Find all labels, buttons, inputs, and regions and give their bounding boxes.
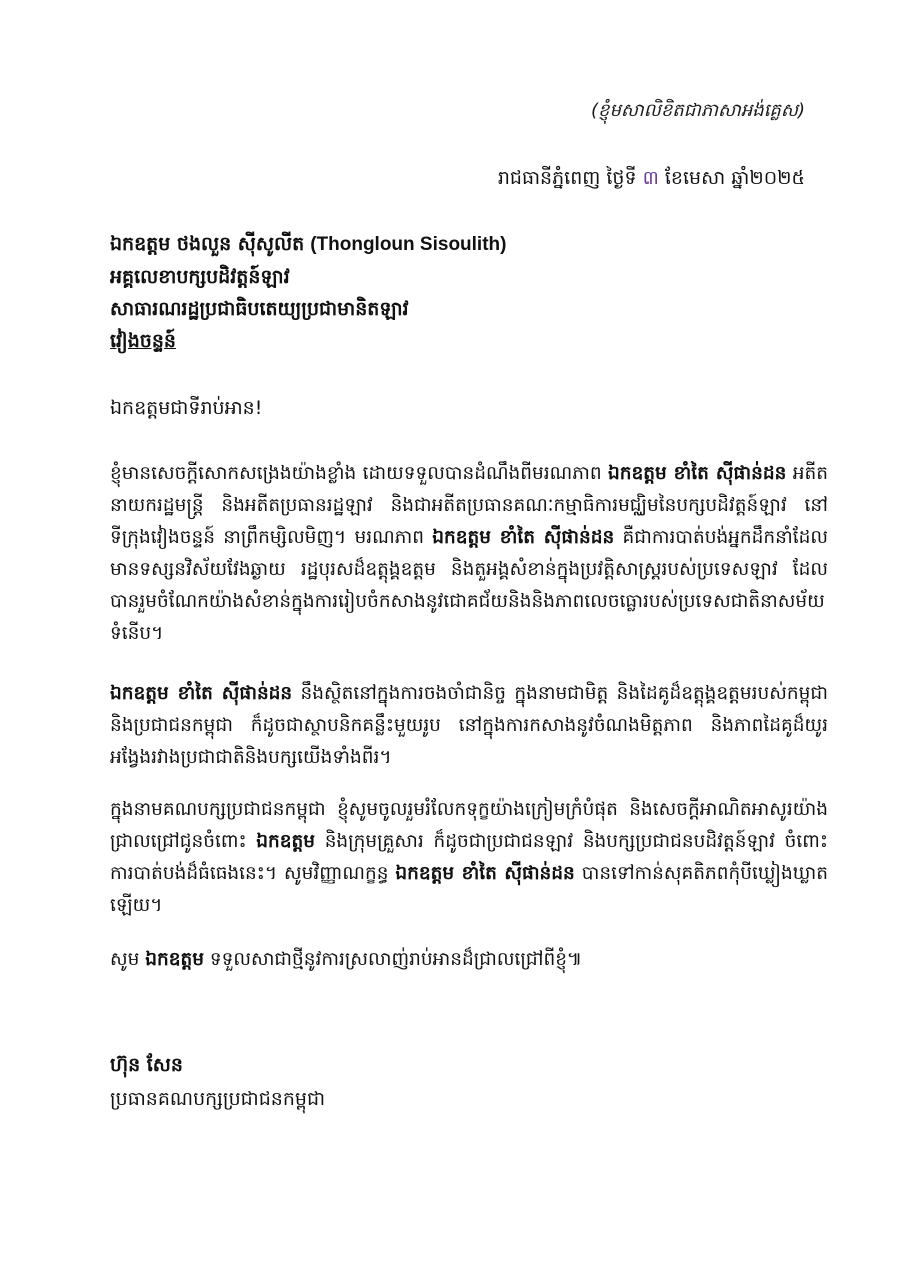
paragraph-1-text-a: ខ្ញុំមានសេចក្តីសោកសង្រេងយ៉ាងខ្លាំង ដោយទទួលបានដំណឹងពីមរណភាព [110, 463, 608, 484]
paragraph-1-name-a: ឯកឧត្តម ខាំតៃ ស៊ីផាន់ដន [608, 463, 787, 484]
recipient-name-line [110, 228, 810, 261]
recipient-city: វៀងចន្ទន៍ [110, 330, 176, 352]
recipient-name-khmer: ឯកឧត្តម ថងលួន ស៊ីសូលីត [110, 233, 305, 255]
dateline-prefix: រាជធានីភ្នំពេញ ថ្ងៃទី [497, 167, 637, 189]
paragraph-2 [110, 678, 828, 774]
signature-block [110, 1048, 325, 1116]
dateline-day: ៣ [642, 167, 659, 189]
paragraph-1-text-c: គឺជាការបាត់បង់អ្នកដឹកនាំដែលមានទស្សនវិស័យវែងឆ្ងាយ រដ្ឋបុរសដ៏ឧត្តុង្គឧត្តម និងតួអង្គសំខាន់ក្នុងប្រវត្តិសាស្ត្ររបស់ប្រទេសឡាវ ដែលបានរួមចំណែកយ៉ាងសំខាន់ក្នុងការរៀបចំកសាងនូវជោគជ័យនិងនិងភាពលេចធ្លោរបស់ប្រទេសជាតិនាសម័យទំនើប។ [110, 527, 829, 644]
paragraph-4 [110, 944, 828, 976]
paragraph-1 [110, 458, 828, 650]
dateline [498, 166, 805, 194]
paragraph-2-text: នឹងស្ថិតនៅក្នុងការចងចាំជានិច្ច ក្នុងនាមជាមិត្ត និងដៃគូដ៏ឧត្តុង្គឧត្តមរបស់កម្ពុជា និងប្រជាជនកម្ពុជា ក៏ដូចជាស្ថាបនិកគន្លឹះមួយរូប នៅក្នុងការកសាងនូវចំណងមិត្តភាព និងភាពដៃគូដ៏យូរអង្វែងរវាងប្រជាជាតិនិងបក្សយើងទាំងពីរ។ [110, 683, 828, 768]
dateline-suffix: ខែមេសា ឆ្នាំ២០២៥ [664, 167, 805, 189]
paragraph-3 [110, 794, 828, 922]
paragraph-4-name: ឯកឧត្តម [145, 949, 204, 970]
paragraph-3-name-a: ឯកឧត្តម [256, 831, 315, 852]
salutation: ឯកឧត្តមជាទីរាប់អាន! [110, 397, 263, 419]
signature-name: ហ៊ុន សែន [110, 1054, 183, 1076]
language-note: (ខ្ញុំមសាលិខិតជាភាសាអង់គ្លេស) [591, 100, 805, 121]
paragraph-3-name-b: ឯកឧត្តម ខាំតៃ ស៊ីផាន់ដន [395, 863, 575, 884]
paragraph-1-text-b: អតីតនាយករដ្ឋមន្ត្រី និងអតីតប្រធានរដ្ឋឡាវ និងជាអតីតប្រធានគណៈកម្មាធិការមជ្ឈិមនៃបក្សបដិវត្តន៍ឡាវ នៅទីក្រុងវៀងចន្ទន៍ នាព្រឹកម្សិលមិញ។ មរណភាព [110, 463, 828, 548]
recipient-title-1: អគ្គលេខាបក្សបដិវត្តន៍ឡាវ [110, 266, 290, 288]
paragraph-2-name: ឯកឧត្តម ខាំតៃ ស៊ីផាន់ដន [110, 683, 293, 704]
recipient-title-2: សាធារណរដ្ឋប្រជាធិបតេយ្យប្រជាមានិតឡាវ [110, 298, 409, 320]
paragraph-3-text-b: និងក្រុមគ្រួសារ ក៏ដូចជាប្រជាជនឡាវ និងបក្សប្រជាជនបដិវត្តន៍ឡាវ ចំពោះការបាត់បង់ដ៏ធំធេងនេះ។ សូមវិញ្ញាណក្ខន្ធ [110, 831, 829, 884]
signature-title: ប្រធានគណបក្សប្រជាជនកម្ពុជា [110, 1088, 326, 1110]
recipient-block [110, 228, 810, 357]
paragraph-4-text-a: សូម [110, 949, 146, 970]
paragraph-4-text-b: ទទួលសាជាថ្មីនូវការស្រលាញ់រាប់អានដ៏ជ្រាលជ្រៅពីខ្ញុំ៕ [203, 949, 583, 970]
paragraph-3-text-c: បានទៅកាន់សុគតិភពកុំបីឃ្លៀងឃ្លាតឡើយ។ [110, 863, 828, 916]
recipient-name-latin: (Thongloun Sisoulith) [310, 234, 507, 255]
paragraph-3-text-a: ក្នុងនាមគណបក្សប្រជាជនកម្ពុជា ខ្ញុំសូមចូលរួមរំលែកទុក្ខយ៉ាងក្រៀមក្រំបំផុត និងសេចក្តីអាណិតអាសូរយ៉ាងជ្រាលជ្រៅជូនចំពោះ [110, 799, 828, 852]
paragraph-1-name-b: ឯកឧត្តម ខាំតៃ ស៊ីផាន់ដន [432, 527, 615, 548]
